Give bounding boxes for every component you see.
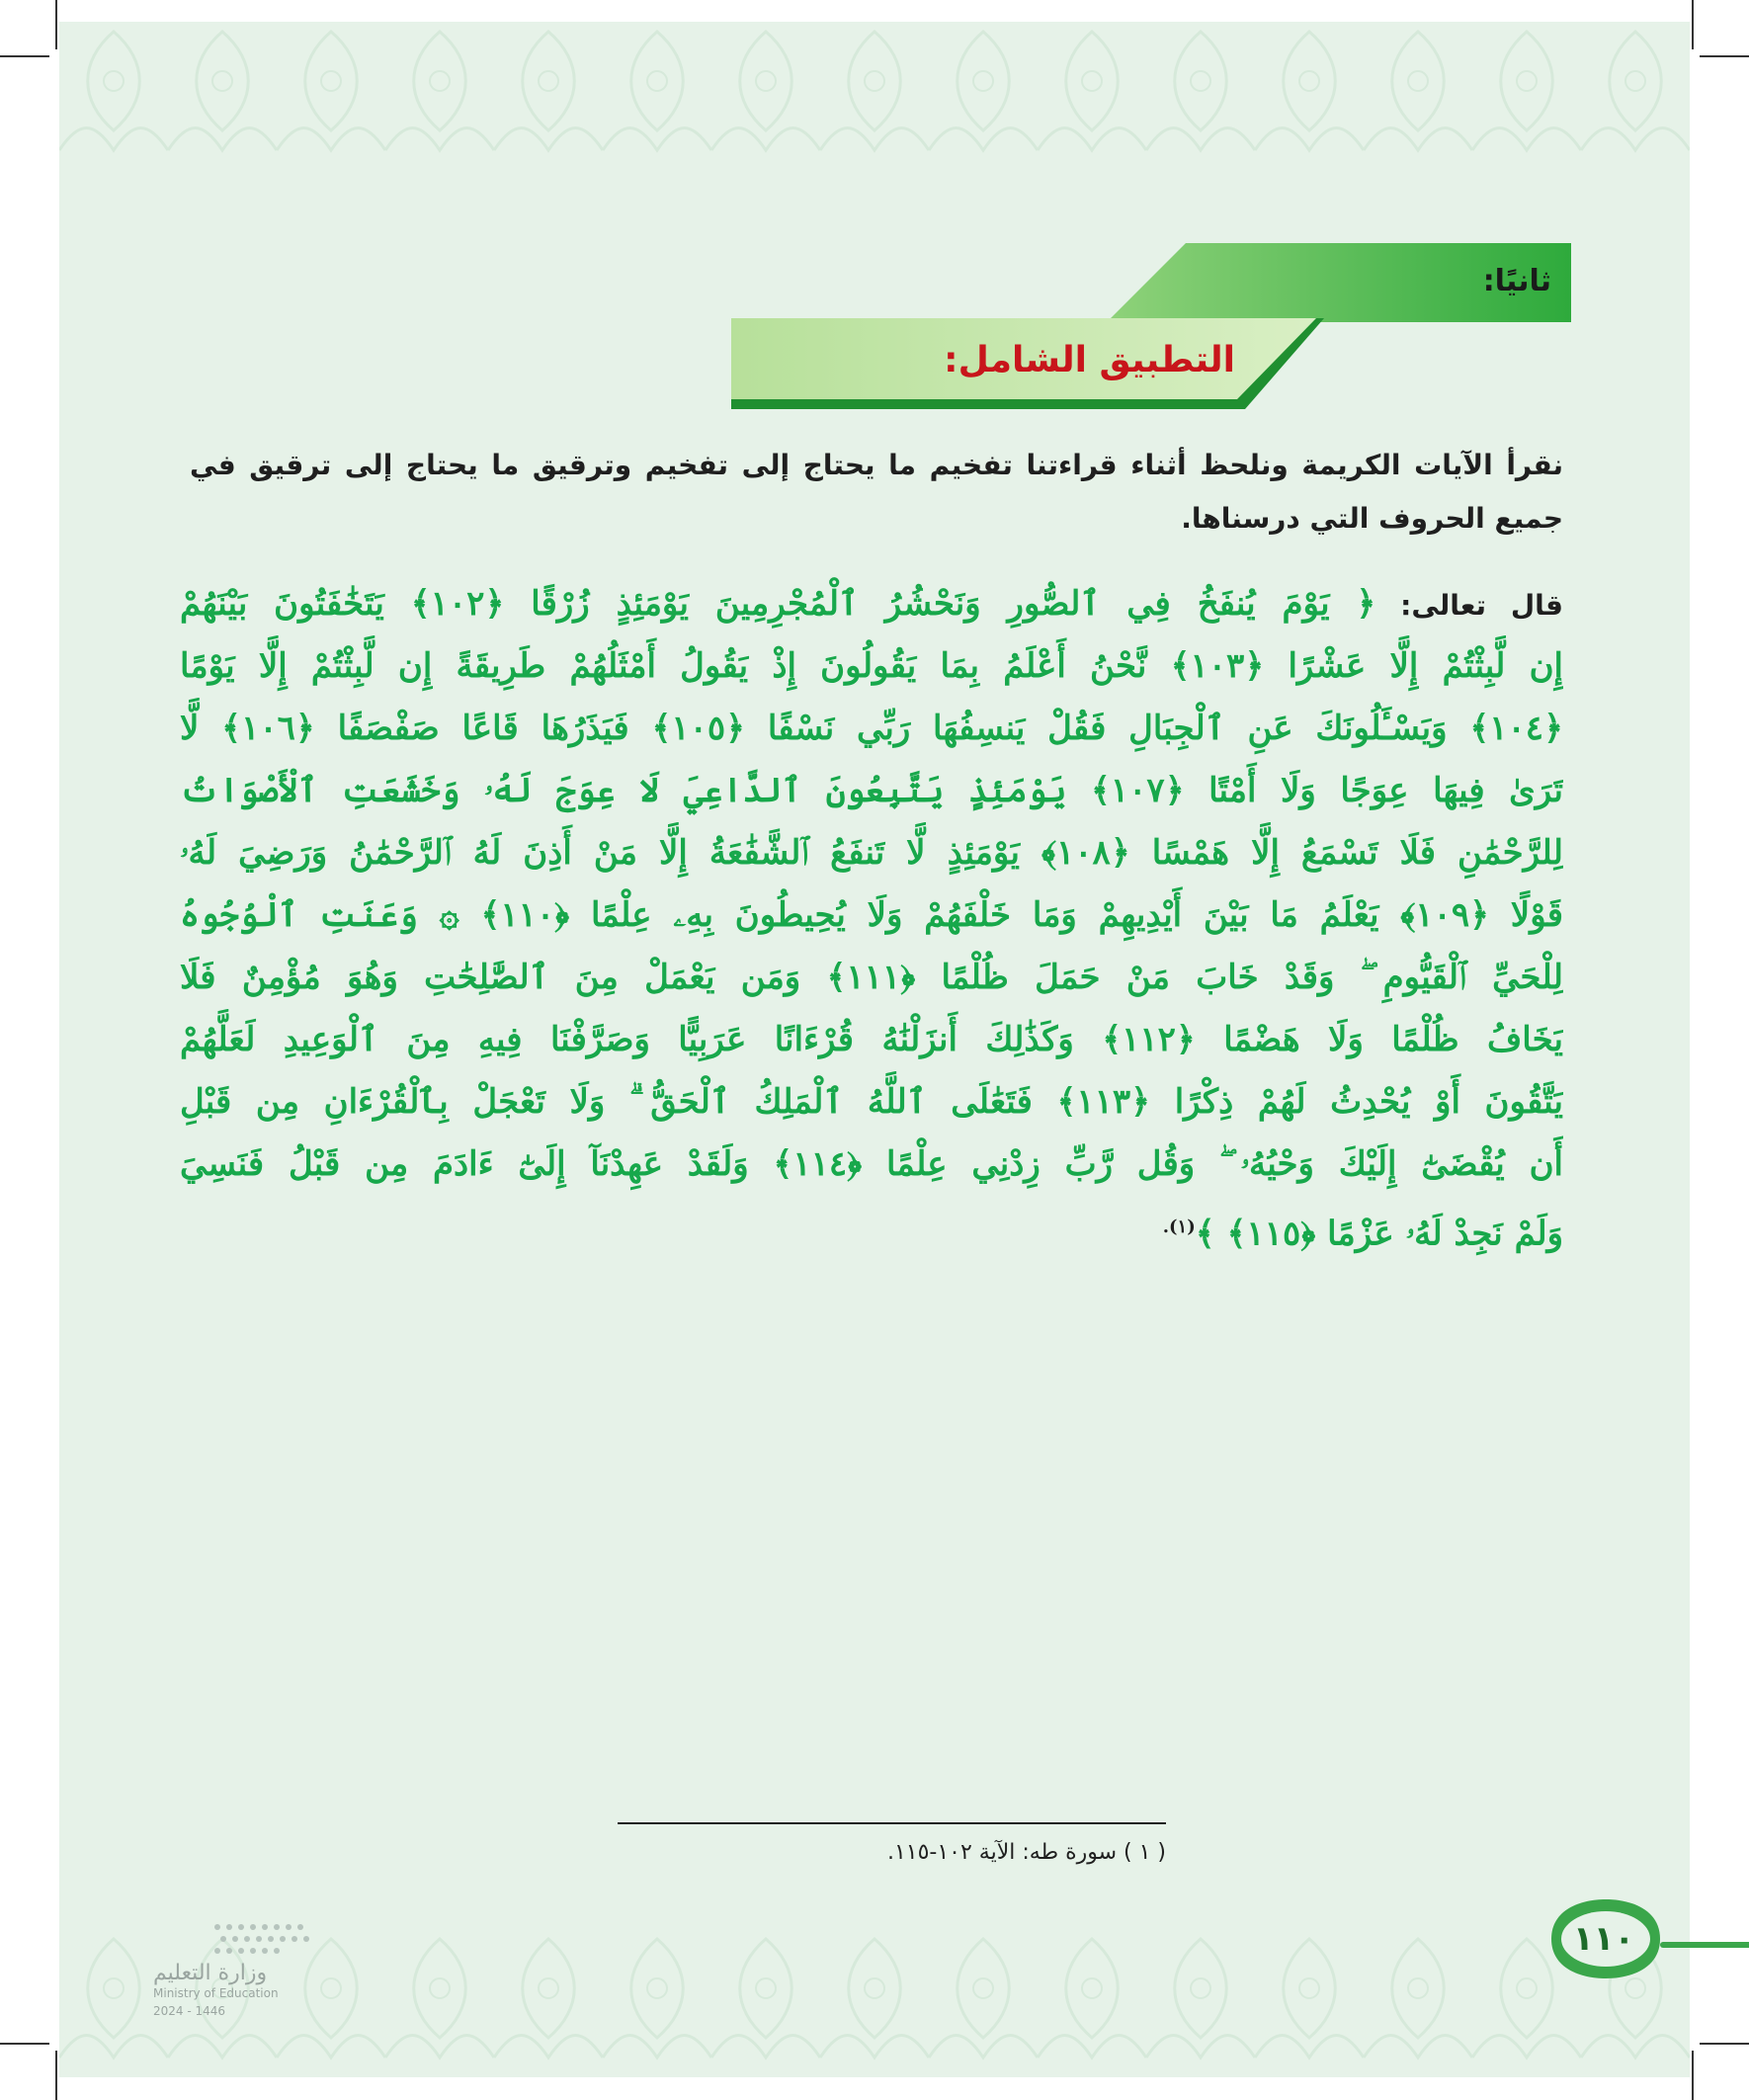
crop-mark <box>1692 0 1694 49</box>
ministry-name-arabic: وزارة التعليم <box>153 1961 268 1985</box>
intro-paragraph: نقرأ الآيات الكريمة ونلحظ أثناء قراءتنا تفخيم ما يحتاج إلى تفخيم وترقيق ما يحتاج إلى ترقيق في جميع الحروف التي درسناها. <box>190 449 1563 535</box>
verse-line: يَتَّقُونَ أَوْ يُحْدِثُ لَهُمْ ذِكْرًا ﴿١١٣﴾ فَتَعَٰلَى ٱللَّهُ ٱلْمَلِكُ ٱلْحَقُّ ۗ وَلَا تَعْجَلْ بِٱلْقُرْءَانِ مِن قَبْلِ <box>180 1082 1563 1122</box>
ministry-year: 2024 - 1446 <box>153 2004 226 2018</box>
crop-mark <box>1700 2043 1749 2045</box>
footnote: ( ١ ) سورة طه: الآية ١٠٢-١١٥. <box>886 1840 1166 1865</box>
verse-line: إِن لَّبِثْتُمْ إِلَّا عَشْرًا ﴿١٠٣﴾ نَّحْنُ أَعْلَمُ بِمَا يَقُولُونَ إِذْ يَقُولُ أَمْثَلُهُمْ طَرِيقَةً إِن لَّبِثْتُمْ إِلَّا يَوْمًا <box>180 646 1563 686</box>
verse-line-text: وَلَمْ نَجِدْ لَهُۥ عَزْمًا ﴿١١٥﴾ ﴾ <box>1195 1214 1563 1254</box>
verse-line <box>180 573 1563 635</box>
verse-line: لِلْحَيِّ ٱلْقَيُّومِ ۖ وَقَدْ خَابَ مَنْ حَمَلَ ظُلْمًا ﴿١١١﴾ وَمَن يَعْمَلْ مِنَ ٱلصَّٰلِحَٰتِ وَهُوَ مُؤْمِنٌ فَلَا <box>180 958 1563 997</box>
page <box>59 22 1690 2077</box>
quran-verses <box>180 573 1563 1258</box>
verse-line <box>180 1196 1563 1258</box>
footnote-reference: (١). <box>1162 1217 1196 1237</box>
crop-mark <box>1700 55 1749 57</box>
page-number-rule <box>1660 1942 1749 1948</box>
verse-line: يَخَافُ ظُلْمًا وَلَا هَضْمًا ﴿١١٢﴾ وَكَذَٰلِكَ أَنزَلْنَٰهُ قُرْءَانًا عَرَبِيًّا وَصَرَّفْنَا فِيهِ مِنَ ٱلْوَعِيدِ لَعَلَّهُمْ <box>180 1020 1563 1059</box>
crop-mark <box>55 2051 57 2100</box>
crop-mark <box>0 55 49 57</box>
verse-line: ﴿١٠٤﴾ وَيَسْـَٔلُونَكَ عَنِ ٱلْجِبَالِ فَقُلْ يَنسِفُهَا رَبِّي نَسْفًا ﴿١٠٥﴾ فَيَذَرُهَا قَاعًا صَفْصَفًا ﴿١٠٦﴾ لَّا <box>180 709 1563 748</box>
crop-mark <box>1692 2051 1694 2100</box>
verse-line-text: ﴿ يَوْمَ يُنفَخُ فِي ٱلصُّورِ وَنَحْشُرُ ٱلْمُجْرِمِينَ يَوْمَئِذٍ زُرْقًا ﴿١٠٢﴾ يَتَخَٰفَتُونَ بَيْنَهُمْ <box>180 584 1376 624</box>
verse-line: أَن يُقْضَىٰٓ إِلَيْكَ وَحْيُهُۥ ۖ وَقُل رَّبِّ زِدْنِي عِلْمًا ﴿١١٤﴾ وَلَقَدْ عَهِدْنَآ إِلَىٰٓ ءَادَمَ مِن قَبْلُ فَنَسِيَ <box>180 1144 1563 1184</box>
crop-mark <box>0 2043 49 2045</box>
crop-mark <box>55 0 57 49</box>
page-number: ١١٠ <box>1572 1919 1635 1959</box>
verse-line: قَوْلًا ﴿١٠٩﴾ يَعْلَمُ مَا بَيْنَ أَيْدِيهِمْ وَمَا خَلْفَهُمْ وَلَا يُحِيطُونَ بِهِۦ عِلْمًا ﴿١١٠﴾ ۞ وَعَنَتِ ٱلْوُجُوهُ <box>180 895 1563 935</box>
footnote-divider <box>618 1822 1166 1824</box>
verse-intro: قال تعالى: <box>1375 589 1563 622</box>
ministry-name-english: Ministry of Education <box>153 1986 279 2000</box>
section-label: ثانيًا: <box>1482 264 1551 298</box>
verse-line: تَرَىٰ فِيهَا عِوَجًا وَلَا أَمْتًا ﴿١٠٧﴾ يَوْمَئِذٍ يَتَّبِعُونَ ٱلدَّاعِيَ لَا عِوَجَ لَهُۥ وَخَشَعَتِ ٱلْأَصْوَاتُ <box>180 771 1563 810</box>
top-ornament-pattern <box>59 22 1690 170</box>
verse-line: لِلرَّحْمَٰنِ فَلَا تَسْمَعُ إِلَّا هَمْسًا ﴿١٠٨﴾ يَوْمَئِذٍ لَّا تَنفَعُ ٱلشَّفَٰعَةُ إِلَّا مَنْ أَذِنَ لَهُ ٱلرَّحْمَٰنُ وَرَضِيَ لَهُۥ <box>180 833 1563 873</box>
section-title: التطبيق الشامل: <box>944 340 1235 380</box>
ministry-logo-icon <box>208 1919 326 1959</box>
